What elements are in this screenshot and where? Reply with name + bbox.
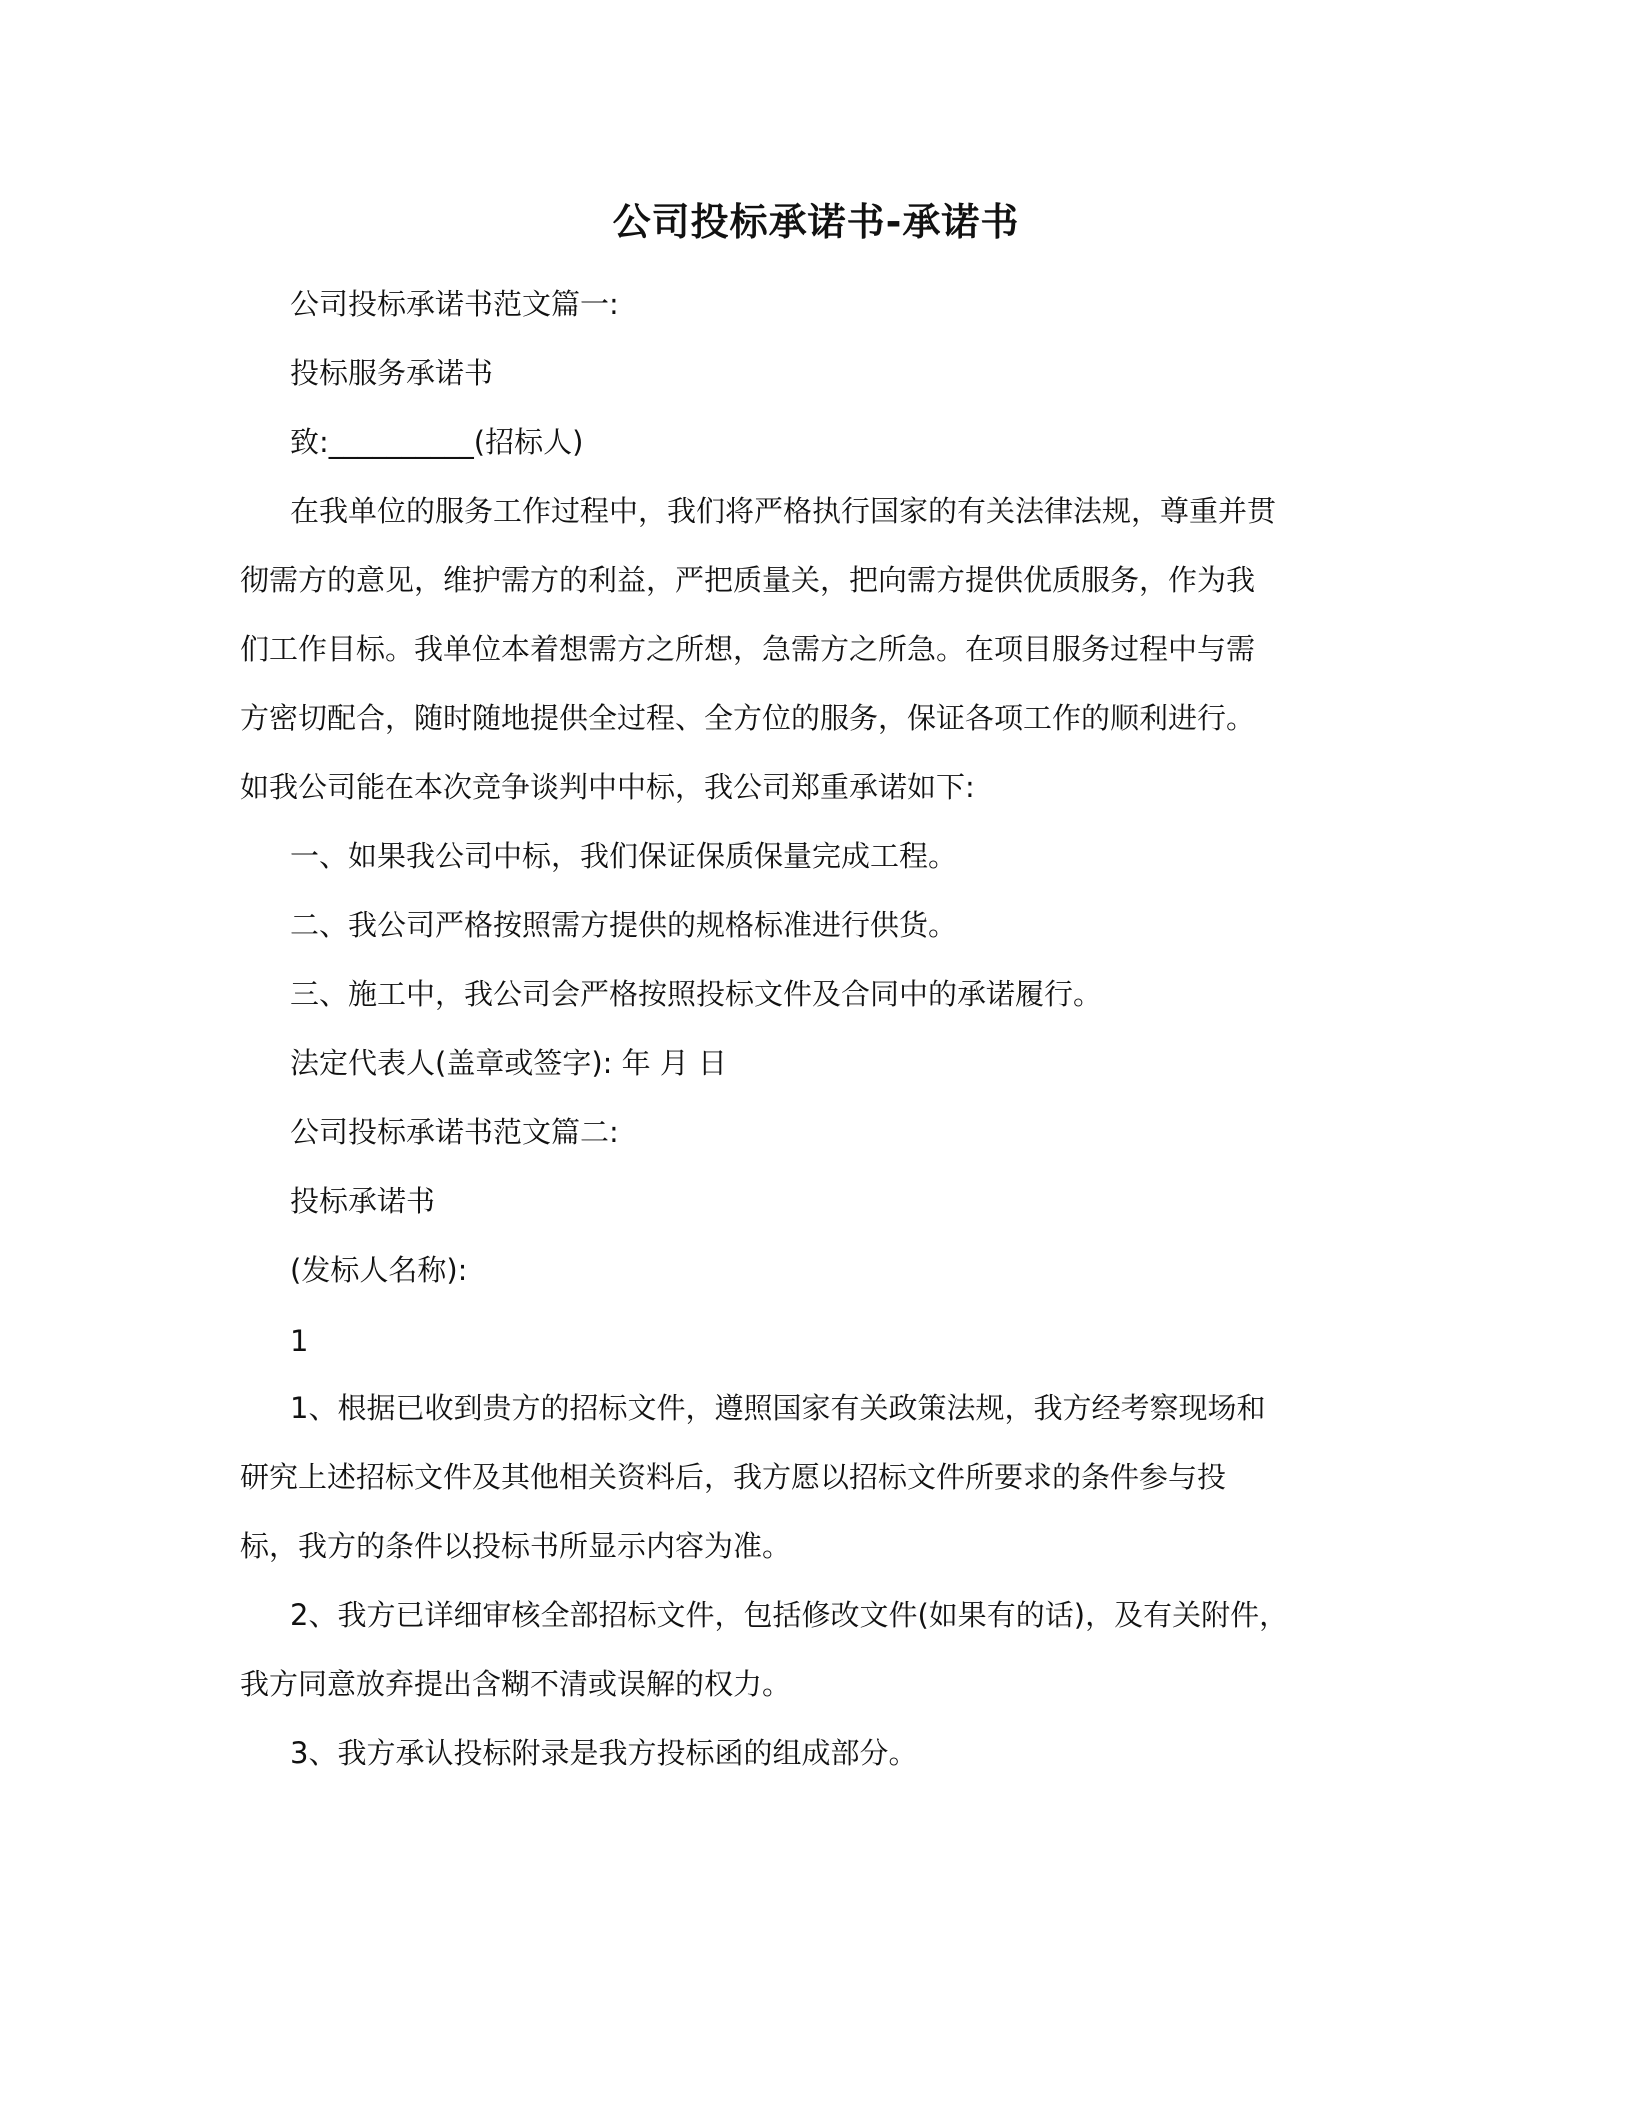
paragraph-line: 方密切配合，随时随地提供全过程、全方位的服务，保证各项工作的顺利进行。 [240,701,1256,735]
number-line: 1 [290,1324,309,1358]
section-heading-1: 公司投标承诺书范文篇一: [290,287,619,321]
paragraph-line: 2、我方已详细审核全部招标文件，包括修改文件(如果有的话)，及有关附件， [290,1598,1289,1632]
paragraph-line: 我方同意放弃提出含糊不清或误解的权力。 [240,1667,792,1701]
paragraph-line: 标，我方的条件以投标书所显示内容为准。 [240,1529,792,1563]
paragraph-line: 1、根据已收到贵方的招标文件，遵照国家有关政策法规，我方经考察现场和 [290,1391,1266,1425]
paragraph-line: 3、我方承认投标附录是我方投标函的组成部分。 [290,1736,918,1770]
subheading-bid-commitment: 投标承诺书 [290,1184,436,1218]
paragraph-line: 彻需方的意见，维护需方的利益，严把质量关，把向需方提供优质服务，作为我 [240,563,1256,597]
list-item: 三、施工中，我公司会严格按照投标文件及合同中的承诺履行。 [290,977,1103,1011]
section-heading-2: 公司投标承诺书范文篇二: [290,1115,619,1149]
paragraph-line: 们工作目标。我单位本着想需方之所想，急需方之所急。在项目服务过程中与需 [240,632,1256,666]
issuer-name-line: (发标人名称): [290,1253,468,1287]
signature-line: 法定代表人(盖章或签字): 年 月 日 [290,1046,728,1080]
list-item: 二、我公司严格按照需方提供的规格标准进行供货。 [290,908,958,942]
subheading-service-commitment: 投标服务承诺书 [290,356,494,390]
addressee-line: 致:__________(招标人) [290,425,584,459]
paragraph-line: 在我单位的服务工作过程中，我们将严格执行国家的有关法律法规，尊重并贯 [290,494,1277,528]
list-item: 一、如果我公司中标，我们保证保质保量完成工程。 [290,839,958,873]
document-title: 公司投标承诺书-承诺书 [612,200,1020,244]
paragraph-line: 如我公司能在本次竞争谈判中中标，我公司郑重承诺如下: [240,770,975,804]
paragraph-line: 研究上述招标文件及其他相关资料后，我方愿以招标文件所要求的条件参与投 [240,1460,1227,1494]
